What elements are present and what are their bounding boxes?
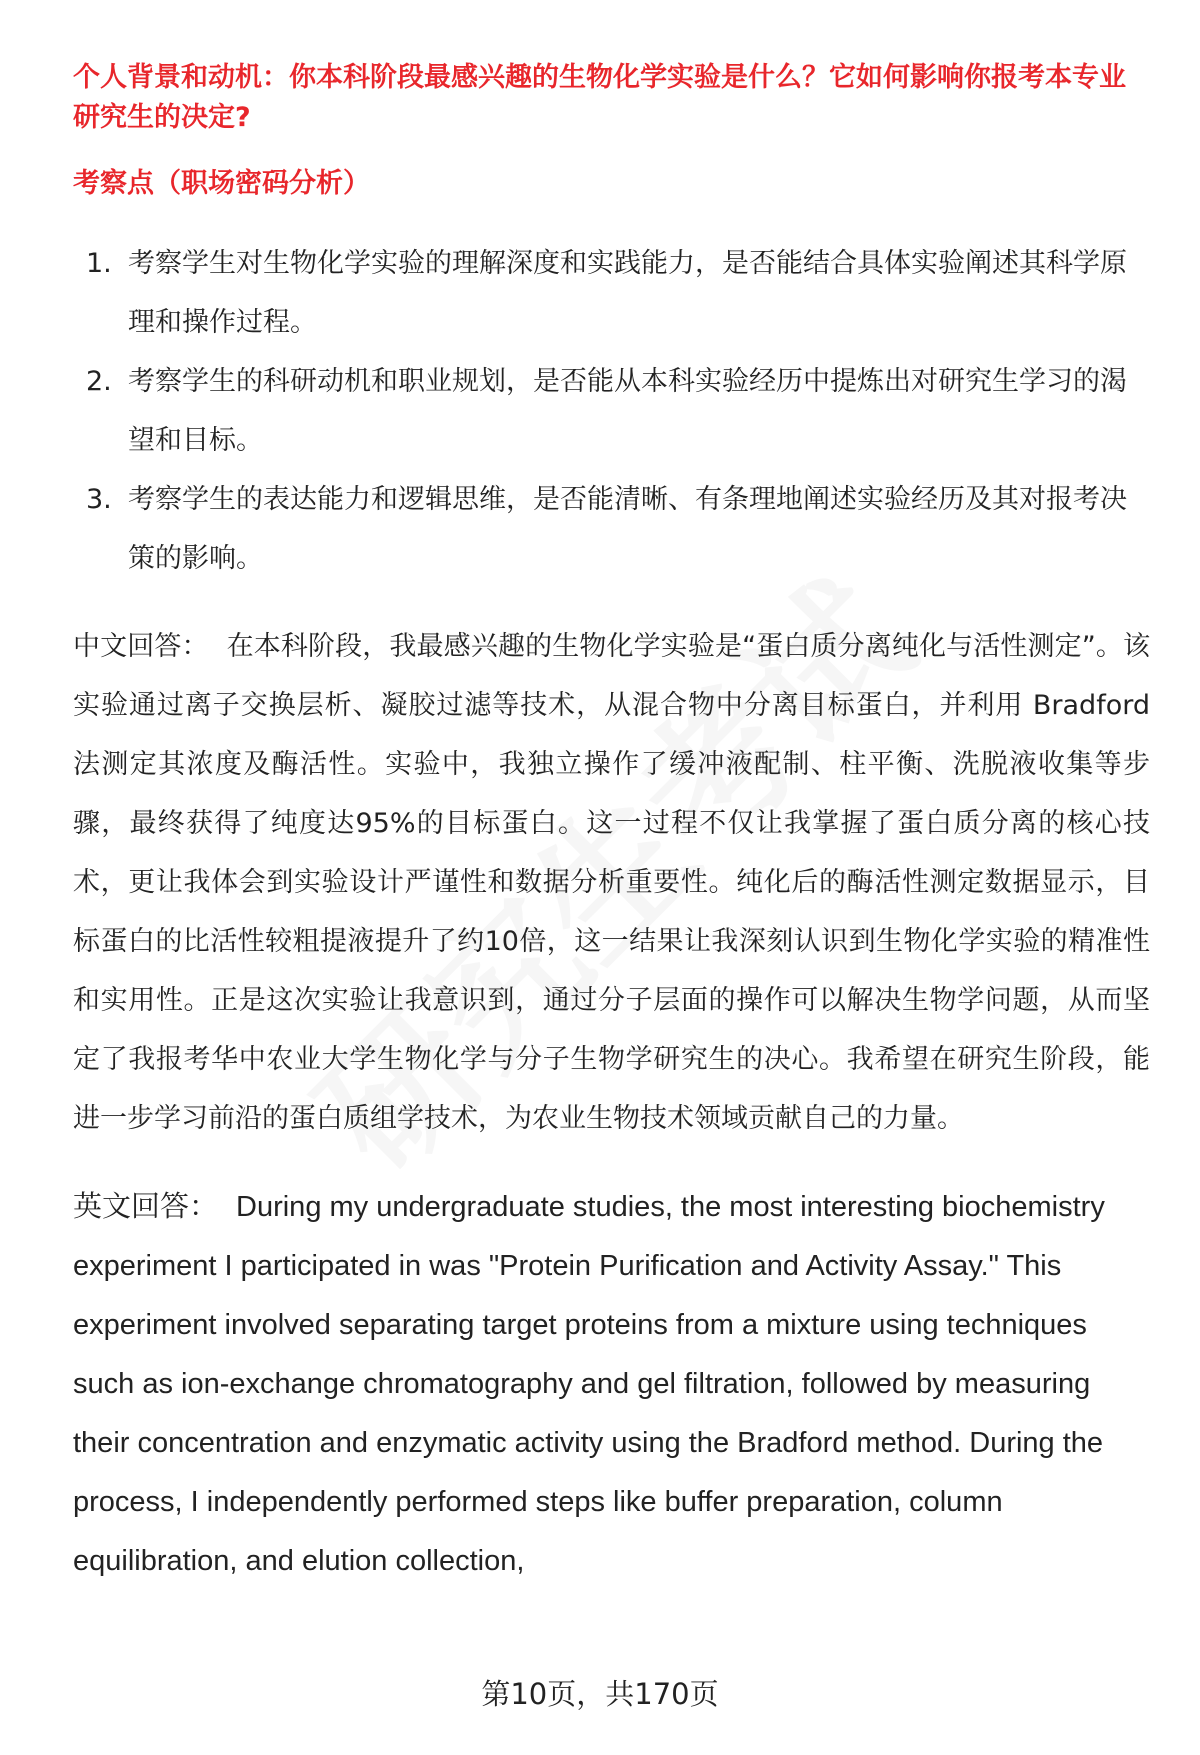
section-title: 考察点（职场密码分析） <box>73 168 370 199</box>
chinese-answer-text: 在本科阶段，我最感兴趣的生物化学实验是“蛋白质分离纯化与活性测定”。该实验通过离子交换层析、凝胶过滤等技术，从混合物中分离目标蛋白，并利用 Bradford 法测定其浓度及酶活性。实验中，我独立操作了缓冲液配制、柱平衡、洗脱液收集等步骤，最终获得了纯度达95%的目标蛋白。这一过程不仅让我掌握了蛋白质分离的核心技术，更让我体会到实验设计严谨性和数据分析重要性。纯化后的酶活性测定数据显示，目标蛋白的比活性较粗提液提升了约10倍，这一结果让我深刻认识到生物化学实验的精准性和实用性。正是这次实验让我意识到，通过分子层面的操作可以解决生物学问题，从而坚定了我报考华中农业大学生物化学与分子生物学研究生的决心。我希望在研究生阶段，能进一步学习前沿的蛋白质组学技术，为农业生物技术领域贡献自己的力量。 <box>73 631 1151 1134</box>
list-item-text: 考察学生的科研动机和职业规划，是否能从本科实验经历中提炼出对研究生学习的渴望和目标。 <box>128 366 1127 456</box>
list-item <box>73 470 1150 588</box>
document-page <box>73 58 1150 1591</box>
question-heading: 个人背景和动机：你本科阶段最感兴趣的生物化学实验是什么？它如何影响你报考本专业研究生的决定? <box>73 62 1126 133</box>
list-item-text: 考察学生的表达能力和逻辑思维，是否能清晰、有条理地阐述实验经历及其对报考决策的影响。 <box>128 484 1127 574</box>
page-number-footer: 第10页，共170页 <box>481 1677 719 1711</box>
chinese-answer-label: 中文回答： <box>73 631 209 662</box>
list-item-text: 考察学生对生物化学实验的理解深度和实践能力，是否能结合具体实验阐述其科学原理和操作过程。 <box>128 248 1127 338</box>
list-item-number: 2. <box>86 366 112 397</box>
list-item <box>73 352 1150 470</box>
english-answer <box>73 1178 1150 1591</box>
assessment-points-list <box>73 234 1150 588</box>
chinese-answer <box>73 617 1150 1148</box>
list-item-number: 3. <box>86 484 112 515</box>
english-answer-label: 英文回答： <box>73 1191 219 1223</box>
list-item <box>73 234 1150 352</box>
list-item-number: 1. <box>86 248 112 279</box>
english-answer-text: During my undergraduate studies, the most interesting biochemistry experiment I participated in was "Protein Purification and Activity Assay." This experiment involved separating target proteins from a mixture using techniques such as ion-exchange chromatography and gel filtration, followed by measuring their concentration and enzymatic activity using the Bradford method. During the process, I independently performed steps like buffer preparation, column equilibration, and elution collection, <box>73 1191 1105 1577</box>
